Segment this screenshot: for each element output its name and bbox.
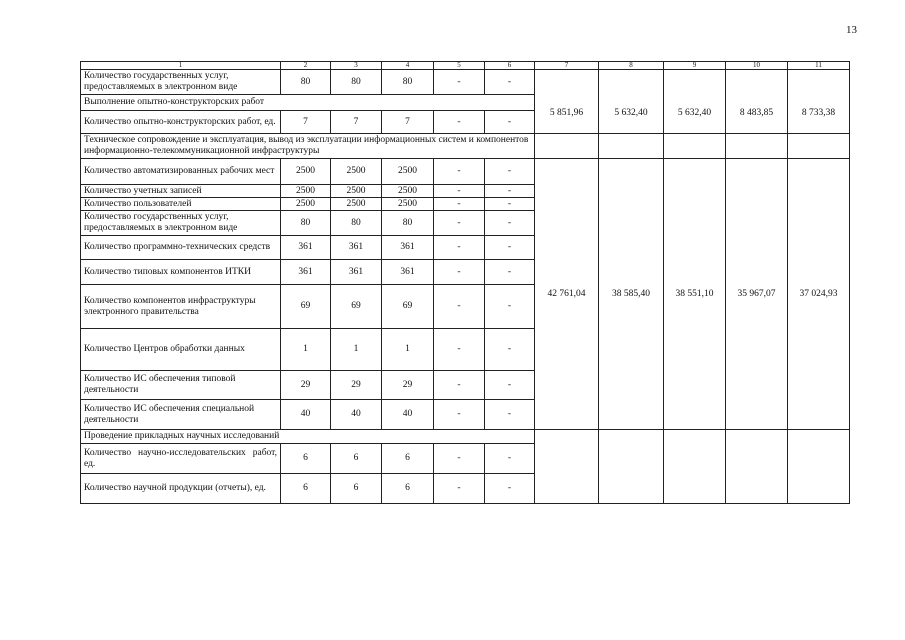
section-title: Техническое сопровождение и эксплуатация, вывод из эксплуатации информационных систем и компонентов информационно-телекоммуникационной инфраструктуры — [81, 134, 535, 159]
indicator-label: Количество государственных услуг, предоставляемых в электронном виде — [81, 211, 281, 236]
value-cell: - — [434, 285, 485, 329]
column-number: 6 — [485, 62, 535, 70]
value-cell: - — [434, 371, 485, 400]
value-cell: 80 — [382, 70, 434, 95]
value-cell: 6 — [281, 474, 331, 504]
value-cell: 361 — [382, 236, 434, 260]
value-cell: - — [485, 211, 535, 236]
value-cell: - — [485, 260, 535, 285]
value-cell: 7 — [281, 111, 331, 134]
section-row — [81, 134, 850, 159]
value-cell: 361 — [281, 236, 331, 260]
value-cell: 69 — [281, 285, 331, 329]
value-cell: 361 — [382, 260, 434, 285]
amount-cell: 5 851,96 — [535, 95, 599, 134]
value-cell: 2500 — [281, 198, 331, 211]
value-cell: 80 — [382, 211, 434, 236]
section-row — [81, 430, 850, 444]
value-cell: - — [434, 400, 485, 430]
value-cell: 6 — [382, 474, 434, 504]
amount-cell — [788, 430, 850, 504]
column-number: 8 — [599, 62, 664, 70]
value-cell: 1 — [382, 329, 434, 371]
column-number: 3 — [331, 62, 382, 70]
amount-cell: 8 483,85 — [726, 95, 788, 134]
amount-cell: 42 761,04 — [535, 159, 599, 430]
column-number: 4 — [382, 62, 434, 70]
value-cell: 80 — [331, 211, 382, 236]
amount-cell: 5 632,40 — [599, 95, 664, 134]
value-cell: - — [434, 329, 485, 371]
value-cell: - — [434, 236, 485, 260]
value-cell: 40 — [382, 400, 434, 430]
indicator-label: Количество государственных услуг, предоставляемых в электронном виде — [81, 70, 281, 95]
amount-cell: 38 585,40 — [599, 159, 664, 430]
column-number: 2 — [281, 62, 331, 70]
indicator-label: Количество программно-технических средств — [81, 236, 281, 260]
value-cell: 2500 — [331, 159, 382, 185]
value-cell: 6 — [281, 444, 331, 474]
value-cell: 2500 — [281, 185, 331, 198]
value-cell: 80 — [281, 211, 331, 236]
value-cell: 2500 — [331, 185, 382, 198]
value-cell: 7 — [331, 111, 382, 134]
value-cell: - — [485, 236, 535, 260]
expenditure-table — [80, 61, 850, 504]
indicator-label: Количество компонентов инфраструктуры электронного правительства — [81, 285, 281, 329]
column-number-row — [81, 62, 850, 70]
value-cell: - — [434, 260, 485, 285]
amount-cell — [599, 430, 664, 504]
value-cell: 29 — [382, 371, 434, 400]
value-cell: 40 — [281, 400, 331, 430]
amount-cell — [788, 70, 850, 95]
value-cell: 69 — [331, 285, 382, 329]
amount-cell: 38 551,10 — [664, 159, 726, 430]
column-number: 7 — [535, 62, 599, 70]
value-cell: 40 — [331, 400, 382, 430]
amount-cell: 8 733,38 — [788, 95, 850, 134]
value-cell: - — [434, 111, 485, 134]
value-cell: 7 — [382, 111, 434, 134]
amount-cell — [535, 134, 599, 159]
value-cell: 361 — [331, 260, 382, 285]
value-cell: 69 — [382, 285, 434, 329]
amount-cell: 35 967,07 — [726, 159, 788, 430]
amount-cell — [664, 70, 726, 95]
indicator-label: Количество Центров обработки данных — [81, 329, 281, 371]
value-cell: - — [485, 285, 535, 329]
value-cell: 80 — [281, 70, 331, 95]
value-cell: 29 — [281, 371, 331, 400]
value-cell: 361 — [331, 236, 382, 260]
value-cell: - — [434, 198, 485, 211]
column-number: 1 — [81, 62, 281, 70]
value-cell: 2500 — [281, 159, 331, 185]
value-cell: - — [485, 159, 535, 185]
value-cell: - — [485, 198, 535, 211]
section-title: Выполнение опытно-конструкторских работ — [81, 95, 535, 111]
column-number: 9 — [664, 62, 726, 70]
amount-cell — [726, 70, 788, 95]
value-cell: - — [434, 474, 485, 504]
amount-cell — [535, 70, 599, 95]
amount-cell — [726, 134, 788, 159]
amount-cell: 5 632,40 — [664, 95, 726, 134]
value-cell: - — [434, 185, 485, 198]
indicator-label: Количество опытно-конструкторских работ, ед. — [81, 111, 281, 134]
table-row — [81, 159, 850, 185]
section-title: Проведение прикладных научных исследований — [81, 430, 535, 444]
value-cell: - — [485, 329, 535, 371]
value-cell: - — [485, 444, 535, 474]
value-cell: 6 — [331, 444, 382, 474]
page-number: 13 — [846, 24, 857, 36]
indicator-label: Количество научно-исследовательских работ, ед. — [81, 444, 281, 474]
indicator-label: Количество пользователей — [81, 198, 281, 211]
amount-cell — [726, 430, 788, 504]
value-cell: 80 — [331, 70, 382, 95]
value-cell: - — [485, 70, 535, 95]
indicator-label: Количество автоматизированных рабочих мест — [81, 159, 281, 185]
indicator-label: Количество типовых компонентов ИТКИ — [81, 260, 281, 285]
table-row — [81, 70, 850, 95]
value-cell: 6 — [382, 444, 434, 474]
value-cell: - — [485, 111, 535, 134]
indicator-label: Количество учетных записей — [81, 185, 281, 198]
value-cell: 2500 — [331, 198, 382, 211]
value-cell: - — [434, 159, 485, 185]
value-cell: - — [434, 444, 485, 474]
column-number: 11 — [788, 62, 850, 70]
value-cell: 2500 — [382, 198, 434, 211]
value-cell: 1 — [331, 329, 382, 371]
value-cell: 6 — [331, 474, 382, 504]
amount-cell — [788, 134, 850, 159]
amount-cell — [599, 134, 664, 159]
value-cell: - — [485, 400, 535, 430]
value-cell: 361 — [281, 260, 331, 285]
value-cell: - — [485, 185, 535, 198]
value-cell: - — [485, 371, 535, 400]
column-number: 10 — [726, 62, 788, 70]
amount-cell: 37 024,93 — [788, 159, 850, 430]
value-cell: - — [485, 474, 535, 504]
value-cell: - — [434, 211, 485, 236]
value-cell: 2500 — [382, 185, 434, 198]
value-cell: - — [434, 70, 485, 95]
amount-cell — [599, 70, 664, 95]
amount-cell — [535, 430, 599, 504]
value-cell: 29 — [331, 371, 382, 400]
indicator-label: Количество ИС обеспечения типовой деятельности — [81, 371, 281, 400]
indicator-label: Количество научной продукции (отчеты), ед. — [81, 474, 281, 504]
amount-cell — [664, 134, 726, 159]
value-cell: 2500 — [382, 159, 434, 185]
amount-cell — [664, 430, 726, 504]
column-number: 5 — [434, 62, 485, 70]
section-row — [81, 95, 850, 111]
value-cell: 1 — [281, 329, 331, 371]
indicator-label: Количество ИС обеспечения специальной деятельности — [81, 400, 281, 430]
